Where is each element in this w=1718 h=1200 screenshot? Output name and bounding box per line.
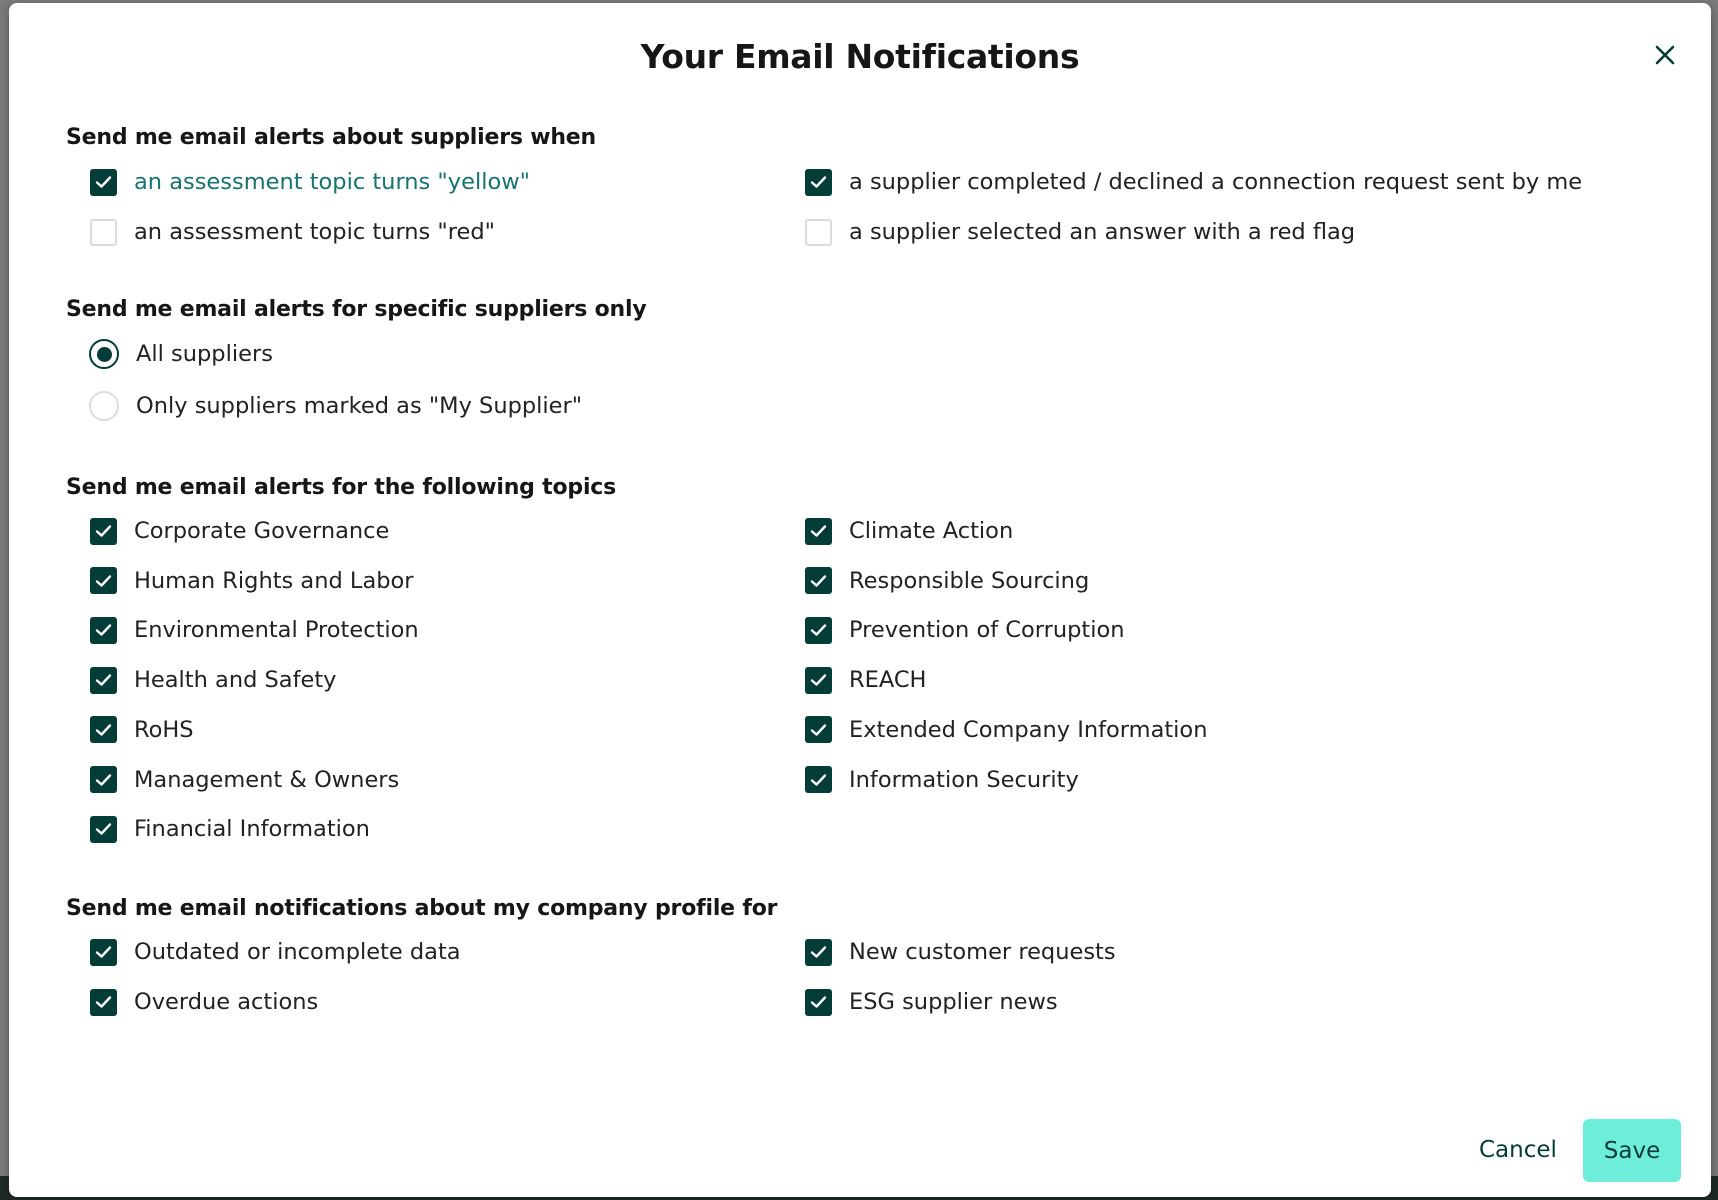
- checkmark-icon: [810, 623, 827, 637]
- checkbox[interactable]: [90, 219, 117, 246]
- checkbox-label: Corporate Governance: [134, 518, 390, 544]
- checkbox-label: Extended Company Information: [849, 716, 1208, 743]
- checkbox-label: Information Security: [849, 766, 1079, 793]
- radio-label: All suppliers: [136, 341, 273, 367]
- checkbox-option[interactable]: [90, 217, 495, 247]
- close-icon: [1649, 39, 1681, 71]
- checkbox-label: Responsible Sourcing: [849, 567, 1090, 594]
- checkbox-option[interactable]: [90, 665, 337, 695]
- checkbox[interactable]: [90, 169, 117, 196]
- checkbox[interactable]: [90, 567, 117, 594]
- checkmark-icon: [810, 995, 827, 1009]
- checkbox[interactable]: [805, 567, 832, 594]
- checkbox-option[interactable]: [805, 937, 1116, 967]
- checkbox-option[interactable]: [805, 516, 1013, 546]
- checkmark-icon: [95, 723, 112, 737]
- checkbox-label: an assessment topic turns "yellow": [134, 169, 530, 195]
- checkbox-option[interactable]: [90, 615, 419, 645]
- close-button[interactable]: [1649, 39, 1681, 71]
- checkbox-label: Overdue actions: [134, 989, 319, 1015]
- checkmark-icon: [810, 773, 827, 787]
- save-button[interactable]: Save: [1583, 1119, 1681, 1182]
- section-heading: Send me email notifications about my company profile for: [66, 896, 778, 921]
- checkmark-icon: [95, 673, 112, 687]
- checkbox-option[interactable]: [90, 814, 370, 844]
- checkbox[interactable]: [90, 766, 117, 793]
- checkbox-label: REACH: [849, 667, 927, 694]
- checkbox[interactable]: [90, 716, 117, 743]
- section-heading: Send me email alerts about suppliers when: [66, 125, 596, 150]
- checkmark-icon: [95, 995, 112, 1009]
- checkbox-option[interactable]: [90, 765, 399, 795]
- checkmark-icon: [95, 945, 112, 959]
- checkbox-label: ESG supplier news: [849, 989, 1058, 1015]
- checkbox-label: Outdated or incomplete data: [134, 939, 461, 965]
- checkbox[interactable]: [805, 219, 832, 246]
- checkbox[interactable]: [805, 617, 832, 644]
- checkbox-option[interactable]: [90, 937, 461, 967]
- dialog-title: Your Email Notifications: [640, 37, 1080, 76]
- checkmark-icon: [95, 175, 112, 189]
- checkbox-option[interactable]: [805, 715, 1207, 745]
- checkbox[interactable]: [90, 667, 117, 694]
- checkbox[interactable]: [90, 989, 117, 1016]
- section-heading: Send me email alerts for specific suppliers only: [66, 297, 647, 322]
- checkmark-icon: [810, 524, 827, 538]
- checkbox-option[interactable]: [805, 665, 926, 695]
- checkbox-option[interactable]: [805, 167, 1582, 197]
- checkbox[interactable]: [805, 667, 832, 694]
- checkbox-label: Financial Information: [134, 816, 370, 843]
- checkbox-option[interactable]: [805, 566, 1089, 596]
- cancel-button[interactable]: Cancel: [1479, 1137, 1557, 1163]
- checkbox-option[interactable]: [90, 987, 318, 1017]
- checkbox-label: RoHS: [134, 716, 194, 743]
- checkmark-icon: [95, 623, 112, 637]
- email-notifications-dialog: [9, 3, 1711, 1197]
- checkbox[interactable]: [805, 939, 832, 966]
- checkbox[interactable]: [805, 169, 832, 196]
- checkbox-label: Human Rights and Labor: [134, 567, 414, 594]
- radio-button[interactable]: [89, 339, 119, 369]
- checkmark-icon: [810, 175, 827, 189]
- checkbox-option[interactable]: [805, 615, 1125, 645]
- checkbox-option[interactable]: [805, 765, 1079, 795]
- checkbox-option[interactable]: [90, 566, 414, 596]
- checkbox[interactable]: [805, 989, 832, 1016]
- checkbox-label: Health and Safety: [134, 667, 337, 694]
- checkbox[interactable]: [805, 518, 832, 545]
- checkbox[interactable]: [90, 939, 117, 966]
- checkbox-label: New customer requests: [849, 939, 1116, 965]
- checkbox[interactable]: [90, 518, 117, 545]
- checkmark-icon: [810, 673, 827, 687]
- checkmark-icon: [95, 822, 112, 836]
- checkmark-icon: [810, 945, 827, 959]
- checkmark-icon: [810, 574, 827, 588]
- checkbox[interactable]: [90, 617, 117, 644]
- radio-label: Only suppliers marked as "My Supplier": [136, 393, 583, 419]
- checkbox-label: Climate Action: [849, 518, 1014, 544]
- radio-option[interactable]: [89, 339, 273, 369]
- checkmark-icon: [95, 574, 112, 588]
- checkbox-label: Prevention of Corruption: [849, 617, 1125, 644]
- checkbox[interactable]: [805, 766, 832, 793]
- checkbox-label: an assessment topic turns "red": [134, 219, 496, 245]
- checkbox[interactable]: [90, 816, 117, 843]
- checkmark-icon: [810, 723, 827, 737]
- checkmark-icon: [95, 524, 112, 538]
- section-heading: Send me email alerts for the following topics: [66, 475, 617, 500]
- checkbox[interactable]: [805, 716, 832, 743]
- checkmark-icon: [95, 773, 112, 787]
- checkbox-label: Management & Owners: [134, 766, 400, 793]
- checkbox-option[interactable]: [90, 516, 389, 546]
- checkbox-label: a supplier completed / declined a connection request sent by me: [849, 169, 1583, 195]
- radio-option[interactable]: [89, 391, 582, 421]
- checkbox-option[interactable]: [90, 167, 530, 197]
- checkbox-label: a supplier selected an answer with a red flag: [849, 219, 1356, 245]
- checkbox-option[interactable]: [90, 715, 194, 745]
- checkbox-option[interactable]: [805, 987, 1058, 1017]
- checkbox-label: Environmental Protection: [134, 617, 419, 644]
- checkbox-option[interactable]: [805, 217, 1355, 247]
- radio-button[interactable]: [89, 391, 119, 421]
